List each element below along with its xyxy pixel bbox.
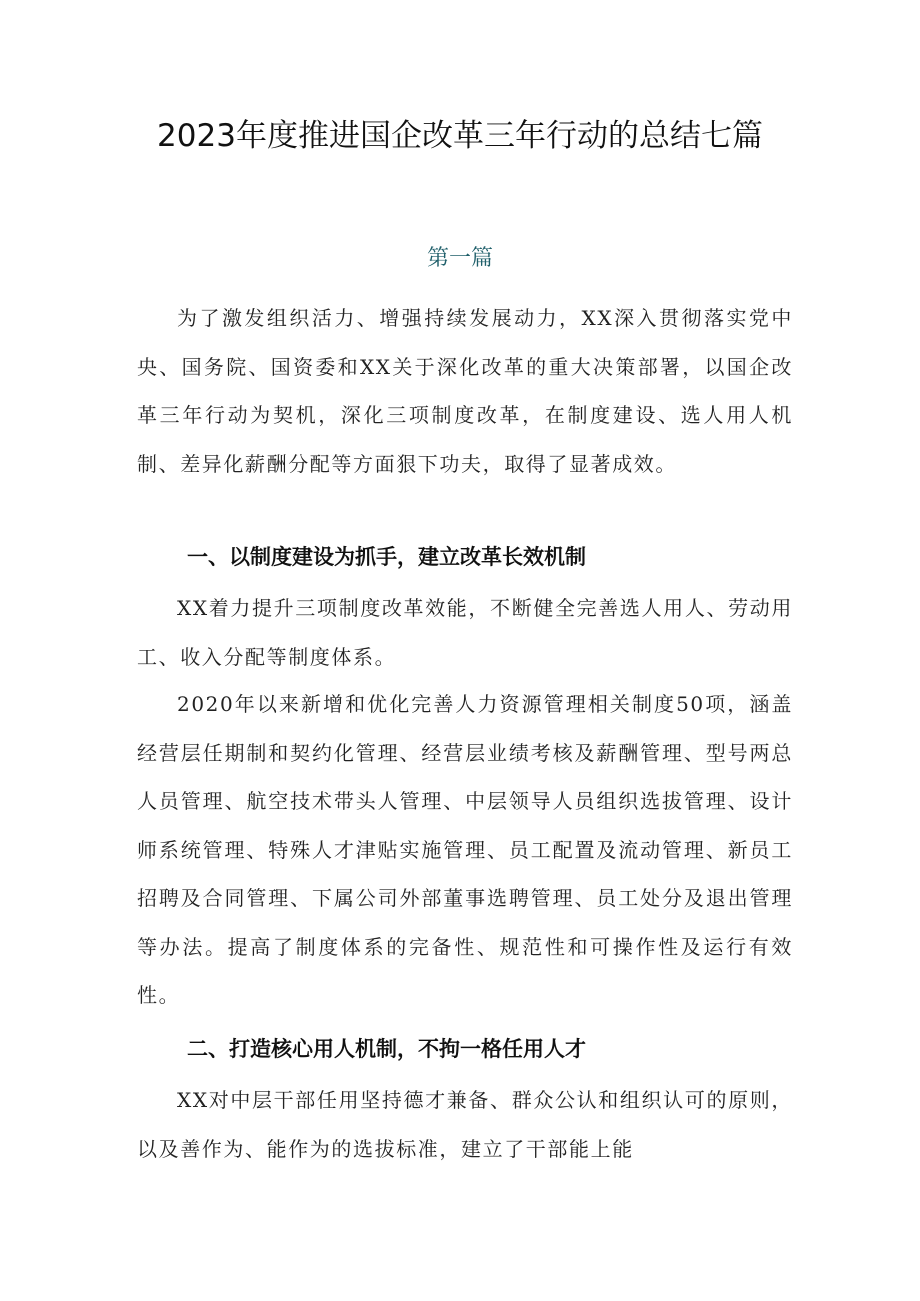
document-title: 2023年度推进国企改革三年行动的总结七篇 <box>157 118 763 154</box>
paragraph-system-building: XX着力提升三项制度改革效能，不断健全完善选人用人、劳动用工、收入分配等制度体系。 <box>137 596 793 669</box>
heading-two: 二、打造核心用人机制，不拘一格任用人才 <box>187 1037 586 1061</box>
intro-paragraph: 为了激发组织活力、增强持续发展动力，XX深入贯彻落实党中央、国务院、国资委和XX关于深化改革的重大决策部署，以国企改革三年行动为契机，深化三项制度改革，在制度建设、选人用人机制、差异化薪酬分配等方面狠下功夫，取得了显著成效。 <box>137 306 793 476</box>
section-subtitle: 第一篇 <box>426 246 493 271</box>
paragraph-cadre-selection: XX对中层干部任用坚持德才兼备、群众公认和组织认可的原则，以及善作为、能作为的选拔标准，建立了干部能上能 <box>137 1088 793 1161</box>
paragraph-system-details: 2020年以来新增和优化完善人力资源管理相关制度50项，涵盖经营层任期制和契约化管理、经营层业绩考核及薪酬管理、型号两总人员管理、航空技术带头人管理、中层领导人员组织选拔管理、设计师系统管理、特殊人才津贴实施管理、员工配置及流动管理、新员工招聘及合同管理、下属公司外部董事选聘管理、员工处分及退出管理等办法。提高了制度体系的完备性、规范性和可操作性及运行有效性。 <box>137 692 793 1007</box>
heading-one: 一、以制度建设为抓手，建立改革长效机制 <box>187 545 586 569</box>
